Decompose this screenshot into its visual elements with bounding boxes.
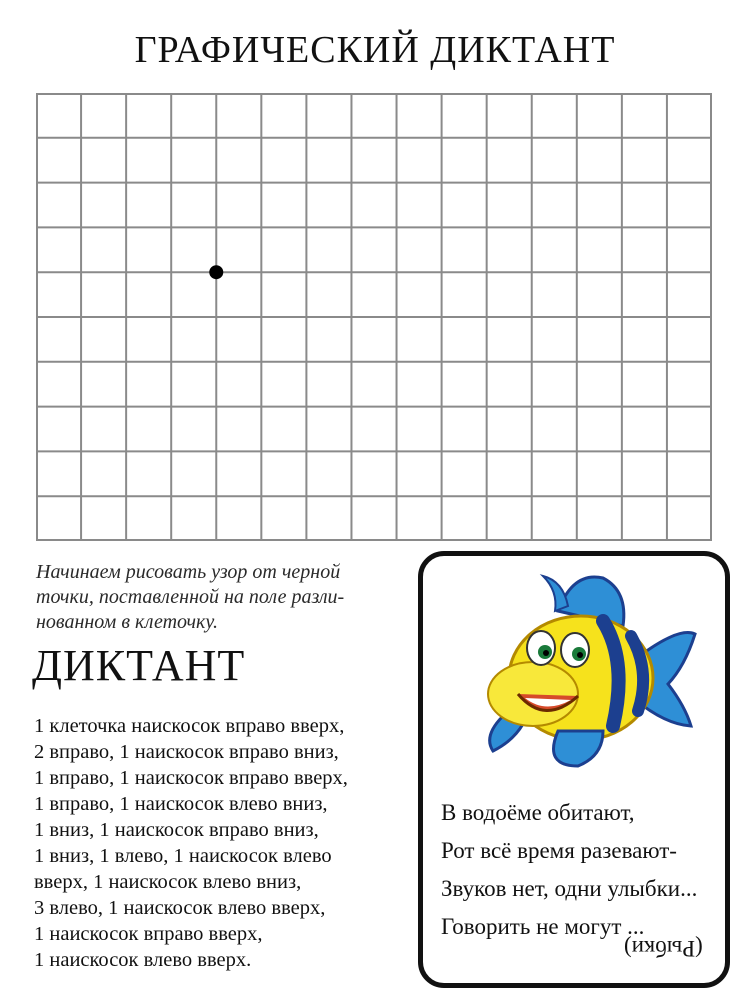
instruction-line: вверх, 1 наискосок влево вниз, xyxy=(34,871,302,893)
instruction-line: 1 наискосок вправо вверх, xyxy=(34,923,263,945)
start-dot xyxy=(209,265,223,279)
riddle-line: Рот всё время разевают- xyxy=(441,838,677,863)
intro-line: нованном в клеточку. xyxy=(36,611,219,633)
instruction-list xyxy=(34,713,414,973)
riddle-text xyxy=(441,794,731,946)
instruction-line: 2 вправо, 1 наискосок вправо вниз, xyxy=(34,741,339,763)
instruction-line: 1 вниз, 1 влево, 1 наискосок влево xyxy=(34,845,332,867)
intro-text xyxy=(36,560,396,635)
instruction-line: 1 вправо, 1 наискосок вправо вверх, xyxy=(34,767,348,789)
grid-svg xyxy=(36,93,712,541)
riddle-line: Говорить не могут ... xyxy=(441,914,645,939)
fish-illustration xyxy=(463,566,703,776)
riddle-answer: (Рыбки) xyxy=(624,936,703,961)
intro-line: точки, поставленной на поле разли- xyxy=(36,586,345,608)
riddle-card xyxy=(418,551,730,988)
instruction-line: 1 вниз, 1 наискосок вправо вниз, xyxy=(34,819,319,841)
riddle-line: Звуков нет, одни улыбки... xyxy=(441,876,698,901)
page-title: ГРАФИЧЕСКИЙ ДИКТАНТ xyxy=(134,29,616,71)
dictation-heading: ДИКТАНТ xyxy=(32,641,246,690)
instruction-line: 1 вправо, 1 наискосок влево вниз, xyxy=(34,793,328,815)
drawing-grid[interactable] xyxy=(36,93,712,541)
intro-line: Начинаем рисовать узор от черной xyxy=(36,561,341,583)
riddle-line: В водоёме обитают, xyxy=(441,800,635,825)
instruction-line: 1 клеточка наискосок вправо вверх, xyxy=(34,715,345,737)
instruction-line: 1 наискосок влево вверх. xyxy=(34,949,252,971)
instruction-line: 3 влево, 1 наискосок влево вверх, xyxy=(34,897,326,919)
